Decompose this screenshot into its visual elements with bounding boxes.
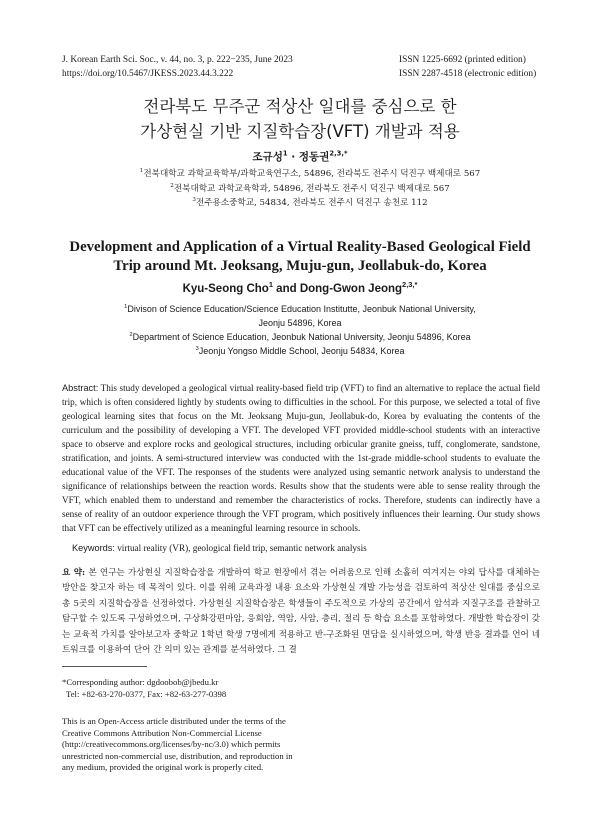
license-note: This is an Open-Access article distributed under the terms of the Creative Commons Attribution Non-Commercial License (http://creativecommons.org/licenses/by-nc/3.0) which permits unrestricted non-commercial use, distribution, and reproduction in any medium, provided the original work is properly cited. xyxy=(62,716,293,773)
english-author2-sup: 2,3,* xyxy=(402,280,418,290)
keywords-label: Keywords: xyxy=(72,543,115,553)
korean-abstract-label: 요 약: xyxy=(62,568,86,578)
affil-text: Jeonju Yongso Middle School, Jeonju 54834, Korea xyxy=(198,346,405,356)
keywords-text: virtual reality (VR), geological field trip, semantic network analysis xyxy=(117,543,367,553)
english-author1-sup: 1 xyxy=(268,280,273,290)
korean-title xyxy=(0,94,600,144)
journal-citation: J. Korean Earth Sci. Soc., v. 44, no. 3, p. 222−235, June 2023 xyxy=(62,55,293,65)
korean-affiliations xyxy=(110,167,510,211)
affil-sup: 2 xyxy=(129,332,133,338)
korean-author1-sup: 1 xyxy=(282,149,288,158)
english-affiliations xyxy=(70,302,530,358)
korean-author2: 정동권 xyxy=(298,151,330,163)
korean-title-line2: 가상현실 기반 지질학습장(VFT) 개발과 적용 xyxy=(140,122,460,141)
affil-text: 전주용소중학교, 54834, 전라북도 전주시 덕진구 송천로 112 xyxy=(195,198,428,208)
abstract-text: This study developed a geological virtual reality-based field trip (VFT) to find an alternative to replace the actual field trip, which is often considered lightly by students owing to difficulties in the school. For this purpose, we selected a total of five geological learning sites that focus on the Mt. Jeoksang Muju-gun, Jeollabuk-do, Korea by evaluating the contents of the curriculum and the possibility of developing a VFT. The developed VFT provided middle-school students with an interactive space to observe and explore rocks and geological structures, including orbicular granite gneiss, tuff, conglomerate, sandstone, stratification, and joints. A semi-structured interview was conducted with the 1st-grade middle-school students to evaluate the educational value of the VFT. The responses of the students were analyzed using semantic network analysis to understand the significance of relationships between the reaction words. Results show that the students were able to sense reality through the VFT, which enabled them to understand and remember the characteristics of rocks. Therefore, students can indirectly have a sense of reality of an outdoor experience through the VFT program, which positively influences their learning. Our study shows that VFT can be effectively utilized as a meaningful learning resource in schools. xyxy=(62,383,540,534)
korean-affiliation-3 xyxy=(110,196,510,211)
english-affiliation-3 xyxy=(70,344,530,358)
keywords xyxy=(72,543,367,553)
affil-text: Department of Science Education, Jeonbuk National University, Jeonju 54896, Korea xyxy=(132,332,471,342)
korean-author1: 조규성 xyxy=(252,151,283,163)
affil-text: 전북대학교 과학교육학과, 54896, 전라북도 전주시 덕진구 백제대로 567 xyxy=(173,183,450,194)
doi-link[interactable]: https://doi.org/10.5467/JKESS.2023.44.3.222 xyxy=(62,69,234,79)
korean-title-line1: 전라북도 무주군 적상산 일대를 중심으로 한 xyxy=(143,97,457,116)
affil-sup: 1 xyxy=(124,304,128,310)
corresponding-email[interactable]: *Corresponding author: dgdoobob@jbedu.kr xyxy=(62,677,219,687)
affil-sup: 3 xyxy=(192,197,196,204)
korean-authors xyxy=(0,149,600,164)
english-author1: Kyu-Seong Cho xyxy=(182,283,269,295)
english-title xyxy=(48,238,552,276)
affil-sup: 2 xyxy=(170,182,174,189)
author-and: and xyxy=(272,283,300,295)
footnote-divider xyxy=(62,666,147,667)
korean-author2-sup: 2,3,* xyxy=(329,149,348,158)
journal-header xyxy=(62,53,293,81)
corresponding-author xyxy=(62,676,226,700)
korean-abstract xyxy=(62,566,540,658)
english-affiliation-1 xyxy=(70,302,530,316)
affil-text: 전북대학교 과학교육학부/과학교육연구소, 54896, 전라북도 전주시 덕진구 백제대로 567 xyxy=(143,169,481,179)
abstract xyxy=(62,381,540,536)
korean-affiliation-1 xyxy=(110,167,510,182)
author-separator: · xyxy=(287,151,299,163)
english-title-line2: Trip around Mt. Jeoksang, Muju-gun, Jeollabuk-do, Korea xyxy=(113,258,487,274)
issn-block xyxy=(399,53,536,81)
affil-sup: 3 xyxy=(195,346,199,352)
corresponding-phone: Tel: +82-63-270-0377, Fax: +82-63-277-0398 xyxy=(66,689,227,699)
english-affiliation-1-cont: Jeonju 54896, Korea xyxy=(258,318,342,328)
korean-affiliation-2 xyxy=(110,182,510,197)
affil-sup: 1 xyxy=(139,168,144,175)
korean-abstract-text: 본 연구는 가상현실 지질학습장을 개발하여 학교 현장에서 겪는 어려움으로 인해 소홀히 여겨지는 야외 답사를 대체하는 방안을 찾고자 하는 데 목적이 있다. 이를 위해 교육과정 내용 요소와 가상현실 개발 가능성을 검토하여 적상산 일대를 중심으로 총 5곳의 지질학습장을 선정하였다. 가상현실 지질학습장은 학생들이 주도적으로 가상의 공간에서 암석과 지질구조를 관찰하고 탐구할 수 있도록 구성하였으며, 구상화강편마암, 응회암, 역암, 사암, 층리, 절리 등 학습 요소를 포함하였다. 개발한 학습장이 갖는 교육적 가치를 알아보고자 중학교 1학년 학생 7명에게 적용하고 반-구조화된 면담을 실시하였으며, 학생 반응 결과를 언어 네트워크를 이용하여 단어 간 의미 있는 관계를 분석하였다. 그 결 xyxy=(62,568,540,656)
abstract-label: Abstract: xyxy=(62,383,99,393)
english-title-line1: Development and Application of a Virtual Reality-Based Geological Field xyxy=(69,239,531,255)
english-author2: Dong-Gwon Jeong xyxy=(299,283,403,295)
english-authors xyxy=(0,280,600,295)
issn-electronic: ISSN 2287-4518 (electronic edition) xyxy=(399,69,537,79)
english-affiliation-2 xyxy=(70,330,530,344)
issn-print: ISSN 1225-6692 (printed edition) xyxy=(399,55,526,65)
affil-text: Divison of Science Education/Science Education Institutte, Jeonbuk National University, xyxy=(127,304,476,314)
